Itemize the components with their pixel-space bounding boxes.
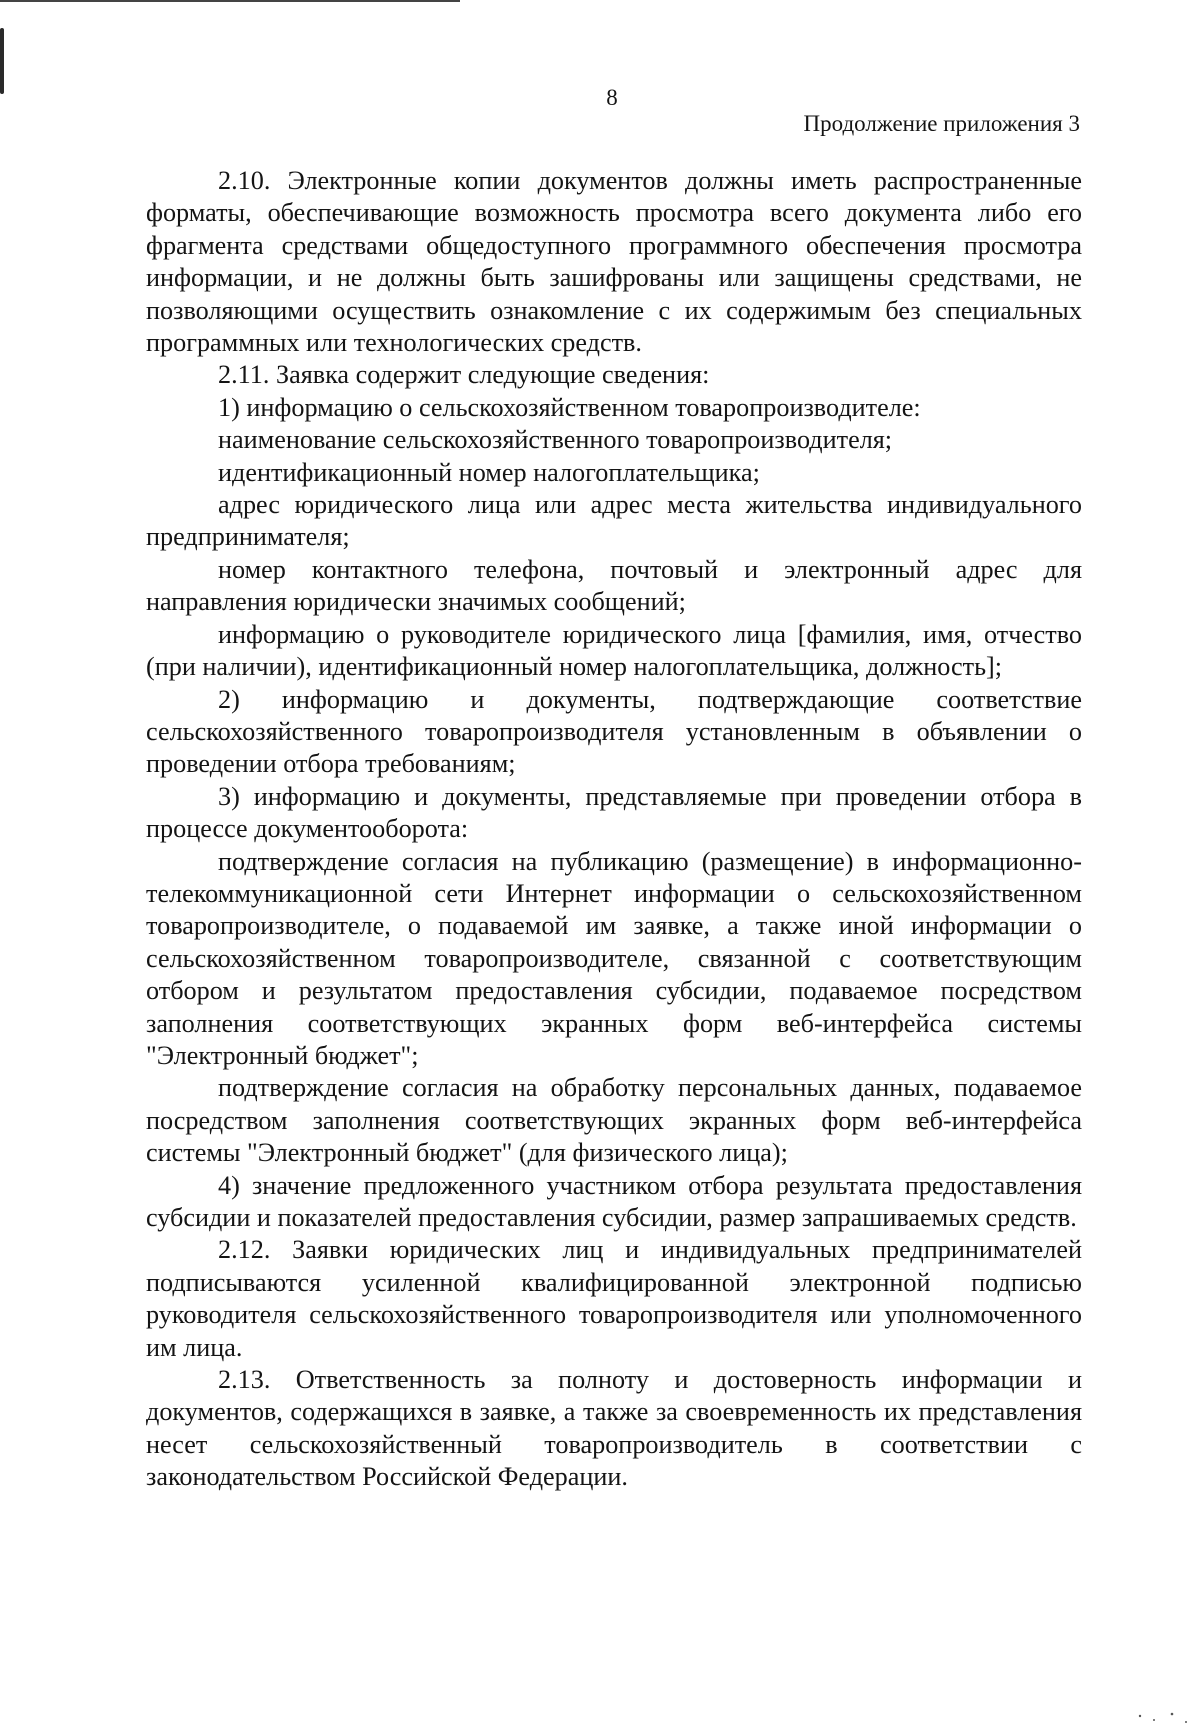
- paragraph-2-10: 2.10. Электронные копии документов должны иметь распространенные форматы, обеспечивающие возможность просмотра всего документа либо его фрагмента средствами общедоступного программного обеспечения просмотра информации, и не должны быть зашифрованы или защищены средствами, не позволяющими осуществить ознакомление с их содержимым без специальных программных или технологических средств.: [146, 166, 1082, 358]
- list-item-4: 4) значение предложенного участником отбора результата предоставления субсидии и показателей предоставления субсидии, размер запрашиваемых средств.: [146, 1170, 1082, 1232]
- sub-item-tax-id: идентификационный номер налогоплательщика;: [218, 457, 760, 487]
- sub-item-personal-data-consent: подтверждение согласия на обработку персональных данных, подаваемое посредством заполнения соответствующих экранных форм веб-интерфейса системы "Электронный бюджет" (для физического лица);: [146, 1073, 1082, 1168]
- scan-specks: [1120, 1688, 1200, 1728]
- list-item-2: 2) информацию и документы, подтверждающие соответствие сельскохозяйственного товаропроизводителя установленным в объявлении о проведении отбора требованиям;: [146, 684, 1082, 779]
- scan-edge-line: [0, 0, 460, 2]
- paragraph-2-12: 2.12. Заявки юридических лиц и индивидуальных предпринимателей подписываются усиленной квалифицированной электронной подписью руководителя сельскохозяйственного товаропроизводителя или уполномоченного им лица.: [146, 1235, 1082, 1362]
- list-item-3: 3) информацию и документы, представляемые при проведении отбора в процессе документооборота:: [146, 781, 1082, 844]
- paragraph-2-11: 2.11. Заявка содержит следующие сведения:: [218, 360, 710, 390]
- document-body: [146, 165, 1082, 1494]
- appendix-continuation-note: Продолжение приложения 3: [803, 111, 1080, 136]
- sub-item-publication-consent: подтверждение согласия на публикацию (размещение) в информационно-телекоммуникационной сети Интернет информации о сельскохозяйственном товаропроизводителе, о подаваемой им заявке, а также иной информации о сельскохозяйственном товаропроизводителе, связанной с соответствующим отбором и результатом предоставления субсидии, подаваемое посредством заполнения соответствующих экранных форм веб-интерфейса системы "Электронный бюджет";: [146, 846, 1082, 1070]
- paragraph-2-13: 2.13. Ответственность за полноту и достоверность информации и документов, содержащихся в заявке, а также за своевременность их представления несет сельскохозяйственный товаропроизводитель в соответствии с законодательством Российской Федерации.: [146, 1365, 1082, 1492]
- page-number: 8: [606, 85, 618, 110]
- list-item-1: 1) информацию о сельскохозяйственном товаропроизводителе:: [218, 392, 921, 422]
- sub-item-head-info: информацию о руководителе юридического лица [фамилия, имя, отчество (при наличии), идентификационный номер налогоплательщика, должность];: [146, 619, 1082, 682]
- sub-item-name: наименование сельскохозяйственного товаропроизводителя;: [218, 425, 893, 455]
- sub-item-address: адрес юридического лица или адрес места жительства индивидуального предпринимателя;: [146, 490, 1082, 552]
- sub-item-contacts: номер контактного телефона, почтовый и электронный адрес для направления юридически значимых сообщений;: [146, 554, 1082, 617]
